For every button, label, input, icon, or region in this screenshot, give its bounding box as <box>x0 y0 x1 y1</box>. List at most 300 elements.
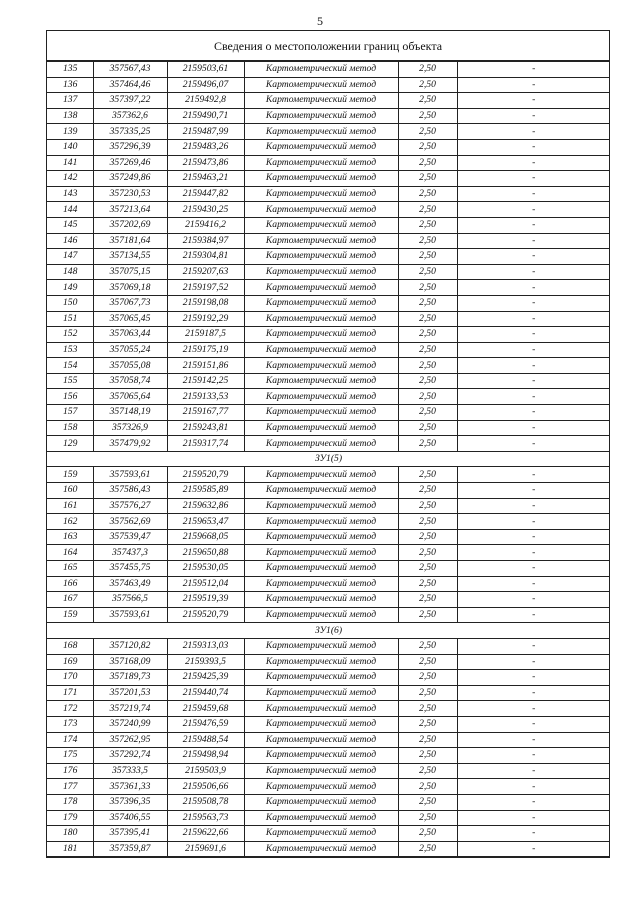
point-number-cell: 168 <box>47 638 93 654</box>
note-cell: - <box>457 576 610 592</box>
accuracy-cell: 2,50 <box>398 592 457 608</box>
table-row <box>47 436 610 452</box>
note-cell: - <box>457 405 610 421</box>
note-cell: - <box>457 794 610 810</box>
table-row <box>47 607 610 623</box>
accuracy-cell: 2,50 <box>398 514 457 530</box>
accuracy-cell: 2,50 <box>398 405 457 421</box>
note-cell: - <box>457 561 610 577</box>
table-row <box>47 171 610 187</box>
x-coordinate-cell: 357219,74 <box>93 701 167 717</box>
method-cell: Картометрический метод <box>244 529 398 545</box>
table-row <box>47 327 610 343</box>
table-row <box>47 810 610 826</box>
note-cell: - <box>457 327 610 343</box>
note-cell: - <box>457 62 610 78</box>
x-coordinate-cell: 357134,55 <box>93 249 167 265</box>
table-row <box>47 498 610 514</box>
method-cell: Картометрический метод <box>244 685 398 701</box>
note-cell: - <box>457 638 610 654</box>
x-coordinate-cell: 357065,64 <box>93 389 167 405</box>
y-coordinate-cell: 2159508,78 <box>167 794 244 810</box>
table-row <box>47 249 610 265</box>
x-coordinate-cell: 357576,27 <box>93 498 167 514</box>
y-coordinate-cell: 2159520,79 <box>167 607 244 623</box>
table-row <box>47 529 610 545</box>
y-coordinate-cell: 2159440,74 <box>167 685 244 701</box>
x-coordinate-cell: 357463,49 <box>93 576 167 592</box>
x-coordinate-cell: 357361,33 <box>93 779 167 795</box>
note-cell: - <box>457 233 610 249</box>
method-cell: Картометрический метод <box>244 483 398 499</box>
note-cell: - <box>457 529 610 545</box>
x-coordinate-cell: 357593,61 <box>93 607 167 623</box>
y-coordinate-cell: 2159503,61 <box>167 62 244 78</box>
page-number: 5 <box>317 14 323 28</box>
x-coordinate-cell: 357202,69 <box>93 217 167 233</box>
y-coordinate-cell: 2159487,99 <box>167 124 244 140</box>
point-number-cell: 175 <box>47 748 93 764</box>
note-cell: - <box>457 498 610 514</box>
point-number-cell: 180 <box>47 826 93 842</box>
accuracy-cell: 2,50 <box>398 670 457 686</box>
y-coordinate-cell: 2159473,86 <box>167 155 244 171</box>
method-cell: Картометрический метод <box>244 186 398 202</box>
table-row <box>47 93 610 109</box>
x-coordinate-cell: 357296,39 <box>93 139 167 155</box>
point-number-cell: 158 <box>47 420 93 436</box>
x-coordinate-cell: 357055,24 <box>93 342 167 358</box>
y-coordinate-cell: 2159175,19 <box>167 342 244 358</box>
y-coordinate-cell: 2159632,86 <box>167 498 244 514</box>
x-coordinate-cell: 357069,18 <box>93 280 167 296</box>
section-header: ЗУ1(5) <box>47 451 610 467</box>
method-cell: Картометрический метод <box>244 592 398 608</box>
x-coordinate-cell: 357335,25 <box>93 124 167 140</box>
point-number-cell: 164 <box>47 545 93 561</box>
point-number-cell: 135 <box>47 62 93 78</box>
accuracy-cell: 2,50 <box>398 342 457 358</box>
y-coordinate-cell: 2159447,82 <box>167 186 244 202</box>
note-cell: - <box>457 592 610 608</box>
coordinates-table-frame <box>46 30 610 858</box>
coordinates-table <box>47 61 610 857</box>
x-coordinate-cell: 357120,82 <box>93 638 167 654</box>
y-coordinate-cell: 2159167,77 <box>167 405 244 421</box>
y-coordinate-cell: 2159192,29 <box>167 311 244 327</box>
point-number-cell: 152 <box>47 327 93 343</box>
table-row <box>47 373 610 389</box>
point-number-cell: 174 <box>47 732 93 748</box>
accuracy-cell: 2,50 <box>398 373 457 389</box>
point-number-cell: 173 <box>47 716 93 732</box>
table-row <box>47 108 610 124</box>
point-number-cell: 141 <box>47 155 93 171</box>
accuracy-cell: 2,50 <box>398 529 457 545</box>
accuracy-cell: 2,50 <box>398 483 457 499</box>
x-coordinate-cell: 357075,15 <box>93 264 167 280</box>
x-coordinate-cell: 357201,53 <box>93 685 167 701</box>
table-row <box>47 638 610 654</box>
point-number-cell: 153 <box>47 342 93 358</box>
method-cell: Картометрический метод <box>244 826 398 842</box>
method-cell: Картометрический метод <box>244 77 398 93</box>
point-number-cell: 163 <box>47 529 93 545</box>
table-row <box>47 62 610 78</box>
accuracy-cell: 2,50 <box>398 93 457 109</box>
y-coordinate-cell: 2159393,5 <box>167 654 244 670</box>
point-number-cell: 142 <box>47 171 93 187</box>
method-cell: Картометрический метод <box>244 810 398 826</box>
y-coordinate-cell: 2159563,73 <box>167 810 244 826</box>
y-coordinate-cell: 2159207,63 <box>167 264 244 280</box>
y-coordinate-cell: 2159416,2 <box>167 217 244 233</box>
y-coordinate-cell: 2159530,05 <box>167 561 244 577</box>
method-cell: Картометрический метод <box>244 233 398 249</box>
point-number-cell: 139 <box>47 124 93 140</box>
y-coordinate-cell: 2159151,86 <box>167 358 244 374</box>
point-number-cell: 149 <box>47 280 93 296</box>
x-coordinate-cell: 357567,43 <box>93 62 167 78</box>
method-cell: Картометрический метод <box>244 202 398 218</box>
method-cell: Картометрический метод <box>244 670 398 686</box>
accuracy-cell: 2,50 <box>398 779 457 795</box>
table-row <box>47 716 610 732</box>
method-cell: Картометрический метод <box>244 249 398 265</box>
table-row <box>47 779 610 795</box>
point-number-cell: 156 <box>47 389 93 405</box>
accuracy-cell: 2,50 <box>398 810 457 826</box>
x-coordinate-cell: 357269,46 <box>93 155 167 171</box>
note-cell: - <box>457 701 610 717</box>
method-cell: Картометрический метод <box>244 311 398 327</box>
accuracy-cell: 2,50 <box>398 420 457 436</box>
point-number-cell: 129 <box>47 436 93 452</box>
point-number-cell: 157 <box>47 405 93 421</box>
point-number-cell: 155 <box>47 373 93 389</box>
table-row <box>47 233 610 249</box>
table-row <box>47 576 610 592</box>
y-coordinate-cell: 2159691,6 <box>167 841 244 857</box>
accuracy-cell: 2,50 <box>398 576 457 592</box>
y-coordinate-cell: 2159650,88 <box>167 545 244 561</box>
accuracy-cell: 2,50 <box>398 841 457 857</box>
x-coordinate-cell: 357189,73 <box>93 670 167 686</box>
x-coordinate-cell: 357067,73 <box>93 295 167 311</box>
note-cell: - <box>457 483 610 499</box>
y-coordinate-cell: 2159512,04 <box>167 576 244 592</box>
note-cell: - <box>457 841 610 857</box>
method-cell: Картометрический метод <box>244 841 398 857</box>
table-row <box>47 654 610 670</box>
x-coordinate-cell: 357262,95 <box>93 732 167 748</box>
method-cell: Картометрический метод <box>244 124 398 140</box>
note-cell: - <box>457 670 610 686</box>
accuracy-cell: 2,50 <box>398 654 457 670</box>
accuracy-cell: 2,50 <box>398 77 457 93</box>
y-coordinate-cell: 2159498,94 <box>167 748 244 764</box>
x-coordinate-cell: 357181,64 <box>93 233 167 249</box>
accuracy-cell: 2,50 <box>398 249 457 265</box>
accuracy-cell: 2,50 <box>398 545 457 561</box>
note-cell: - <box>457 280 610 296</box>
note-cell: - <box>457 77 610 93</box>
point-number-cell: 136 <box>47 77 93 93</box>
x-coordinate-cell: 357566,5 <box>93 592 167 608</box>
point-number-cell: 162 <box>47 514 93 530</box>
note-cell: - <box>457 607 610 623</box>
y-coordinate-cell: 2159243,81 <box>167 420 244 436</box>
y-coordinate-cell: 2159520,79 <box>167 467 244 483</box>
method-cell: Картометрический метод <box>244 436 398 452</box>
point-number-cell: 140 <box>47 139 93 155</box>
y-coordinate-cell: 2159313,03 <box>167 638 244 654</box>
note-cell: - <box>457 295 610 311</box>
table-row <box>47 405 610 421</box>
method-cell: Картометрический метод <box>244 748 398 764</box>
accuracy-cell: 2,50 <box>398 217 457 233</box>
x-coordinate-cell: 357396,35 <box>93 794 167 810</box>
x-coordinate-cell: 357240,99 <box>93 716 167 732</box>
accuracy-cell: 2,50 <box>398 685 457 701</box>
y-coordinate-cell: 2159463,21 <box>167 171 244 187</box>
x-coordinate-cell: 357359,87 <box>93 841 167 857</box>
section-header-row <box>47 451 610 467</box>
note-cell: - <box>457 545 610 561</box>
table-title: Сведения о местоположении границ объекта <box>47 31 609 61</box>
method-cell: Картометрический метод <box>244 62 398 78</box>
x-coordinate-cell: 357063,44 <box>93 327 167 343</box>
y-coordinate-cell: 2159488,54 <box>167 732 244 748</box>
accuracy-cell: 2,50 <box>398 498 457 514</box>
section-header: ЗУ1(6) <box>47 623 610 639</box>
table-row <box>47 280 610 296</box>
y-coordinate-cell: 2159187,5 <box>167 327 244 343</box>
table-row <box>47 155 610 171</box>
accuracy-cell: 2,50 <box>398 561 457 577</box>
point-number-cell: 170 <box>47 670 93 686</box>
accuracy-cell: 2,50 <box>398 763 457 779</box>
note-cell: - <box>457 779 610 795</box>
table-row <box>47 295 610 311</box>
table-row <box>47 311 610 327</box>
accuracy-cell: 2,50 <box>398 155 457 171</box>
x-coordinate-cell: 357168,09 <box>93 654 167 670</box>
method-cell: Картометрический метод <box>244 389 398 405</box>
accuracy-cell: 2,50 <box>398 467 457 483</box>
table-row <box>47 264 610 280</box>
table-row <box>47 763 610 779</box>
method-cell: Картометрический метод <box>244 93 398 109</box>
point-number-cell: 181 <box>47 841 93 857</box>
note-cell: - <box>457 249 610 265</box>
table-row <box>47 545 610 561</box>
table-row <box>47 139 610 155</box>
x-coordinate-cell: 357437,3 <box>93 545 167 561</box>
method-cell: Картометрический метод <box>244 638 398 654</box>
x-coordinate-cell: 357395,41 <box>93 826 167 842</box>
y-coordinate-cell: 2159384,97 <box>167 233 244 249</box>
method-cell: Картометрический метод <box>244 498 398 514</box>
point-number-cell: 146 <box>47 233 93 249</box>
table-row <box>47 841 610 857</box>
x-coordinate-cell: 357562,69 <box>93 514 167 530</box>
table-row <box>47 561 610 577</box>
point-number-cell: 172 <box>47 701 93 717</box>
accuracy-cell: 2,50 <box>398 139 457 155</box>
accuracy-cell: 2,50 <box>398 701 457 717</box>
method-cell: Картометрический метод <box>244 576 398 592</box>
y-coordinate-cell: 2159459,68 <box>167 701 244 717</box>
x-coordinate-cell: 357230,53 <box>93 186 167 202</box>
point-number-cell: 147 <box>47 249 93 265</box>
method-cell: Картометрический метод <box>244 514 398 530</box>
y-coordinate-cell: 2159519,39 <box>167 592 244 608</box>
note-cell: - <box>457 171 610 187</box>
table-row <box>47 202 610 218</box>
note-cell: - <box>457 716 610 732</box>
method-cell: Картометрический метод <box>244 732 398 748</box>
table-row <box>47 420 610 436</box>
x-coordinate-cell: 357333,5 <box>93 763 167 779</box>
x-coordinate-cell: 357058,74 <box>93 373 167 389</box>
point-number-cell: 161 <box>47 498 93 514</box>
x-coordinate-cell: 357397,22 <box>93 93 167 109</box>
method-cell: Картометрический метод <box>244 779 398 795</box>
table-row <box>47 794 610 810</box>
table-row <box>47 685 610 701</box>
x-coordinate-cell: 357593,61 <box>93 467 167 483</box>
note-cell: - <box>457 685 610 701</box>
x-coordinate-cell: 357464,46 <box>93 77 167 93</box>
accuracy-cell: 2,50 <box>398 327 457 343</box>
x-coordinate-cell: 357455,75 <box>93 561 167 577</box>
x-coordinate-cell: 357065,45 <box>93 311 167 327</box>
y-coordinate-cell: 2159503,9 <box>167 763 244 779</box>
x-coordinate-cell: 357292,74 <box>93 748 167 764</box>
table-row <box>47 358 610 374</box>
accuracy-cell: 2,50 <box>398 436 457 452</box>
table-row <box>47 701 610 717</box>
method-cell: Картометрический метод <box>244 545 398 561</box>
y-coordinate-cell: 2159197,52 <box>167 280 244 296</box>
y-coordinate-cell: 2159506,66 <box>167 779 244 795</box>
note-cell: - <box>457 420 610 436</box>
table-row <box>47 826 610 842</box>
y-coordinate-cell: 2159496,07 <box>167 77 244 93</box>
y-coordinate-cell: 2159490,71 <box>167 108 244 124</box>
point-number-cell: 176 <box>47 763 93 779</box>
accuracy-cell: 2,50 <box>398 358 457 374</box>
accuracy-cell: 2,50 <box>398 794 457 810</box>
point-number-cell: 151 <box>47 311 93 327</box>
y-coordinate-cell: 2159476,59 <box>167 716 244 732</box>
x-coordinate-cell: 357406,55 <box>93 810 167 826</box>
note-cell: - <box>457 826 610 842</box>
y-coordinate-cell: 2159492,8 <box>167 93 244 109</box>
x-coordinate-cell: 357249,86 <box>93 171 167 187</box>
note-cell: - <box>457 436 610 452</box>
note-cell: - <box>457 93 610 109</box>
point-number-cell: 171 <box>47 685 93 701</box>
table-row <box>47 186 610 202</box>
note-cell: - <box>457 186 610 202</box>
point-number-cell: 150 <box>47 295 93 311</box>
method-cell: Картометрический метод <box>244 358 398 374</box>
accuracy-cell: 2,50 <box>398 311 457 327</box>
accuracy-cell: 2,50 <box>398 748 457 764</box>
y-coordinate-cell: 2159142,25 <box>167 373 244 389</box>
method-cell: Картометрический метод <box>244 108 398 124</box>
method-cell: Картометрический метод <box>244 139 398 155</box>
method-cell: Картометрический метод <box>244 794 398 810</box>
method-cell: Картометрический метод <box>244 654 398 670</box>
note-cell: - <box>457 467 610 483</box>
point-number-cell: 159 <box>47 607 93 623</box>
note-cell: - <box>457 108 610 124</box>
table-row <box>47 217 610 233</box>
x-coordinate-cell: 357326,9 <box>93 420 167 436</box>
method-cell: Картометрический метод <box>244 420 398 436</box>
table-row <box>47 77 610 93</box>
y-coordinate-cell: 2159585,89 <box>167 483 244 499</box>
method-cell: Картометрический метод <box>244 155 398 171</box>
point-number-cell: 160 <box>47 483 93 499</box>
point-number-cell: 169 <box>47 654 93 670</box>
x-coordinate-cell: 357479,92 <box>93 436 167 452</box>
accuracy-cell: 2,50 <box>398 62 457 78</box>
accuracy-cell: 2,50 <box>398 171 457 187</box>
x-coordinate-cell: 357539,47 <box>93 529 167 545</box>
table-row <box>47 670 610 686</box>
x-coordinate-cell: 357586,43 <box>93 483 167 499</box>
y-coordinate-cell: 2159198,08 <box>167 295 244 311</box>
y-coordinate-cell: 2159425,39 <box>167 670 244 686</box>
note-cell: - <box>457 389 610 405</box>
y-coordinate-cell: 2159133,53 <box>167 389 244 405</box>
y-coordinate-cell: 2159317,74 <box>167 436 244 452</box>
accuracy-cell: 2,50 <box>398 732 457 748</box>
accuracy-cell: 2,50 <box>398 826 457 842</box>
table-row <box>47 467 610 483</box>
point-number-cell: 148 <box>47 264 93 280</box>
point-number-cell: 137 <box>47 93 93 109</box>
table-row <box>47 389 610 405</box>
accuracy-cell: 2,50 <box>398 716 457 732</box>
note-cell: - <box>457 654 610 670</box>
table-row <box>47 483 610 499</box>
method-cell: Картометрический метод <box>244 171 398 187</box>
note-cell: - <box>457 810 610 826</box>
x-coordinate-cell: 357213,64 <box>93 202 167 218</box>
y-coordinate-cell: 2159430,25 <box>167 202 244 218</box>
accuracy-cell: 2,50 <box>398 202 457 218</box>
table-row <box>47 732 610 748</box>
method-cell: Картометрический метод <box>244 217 398 233</box>
method-cell: Картометрический метод <box>244 701 398 717</box>
method-cell: Картометрический метод <box>244 342 398 358</box>
method-cell: Картометрический метод <box>244 405 398 421</box>
point-number-cell: 179 <box>47 810 93 826</box>
method-cell: Картометрический метод <box>244 295 398 311</box>
note-cell: - <box>457 264 610 280</box>
y-coordinate-cell: 2159483,26 <box>167 139 244 155</box>
x-coordinate-cell: 357148,19 <box>93 405 167 421</box>
table-row <box>47 592 610 608</box>
method-cell: Картометрический метод <box>244 607 398 623</box>
accuracy-cell: 2,50 <box>398 389 457 405</box>
note-cell: - <box>457 732 610 748</box>
